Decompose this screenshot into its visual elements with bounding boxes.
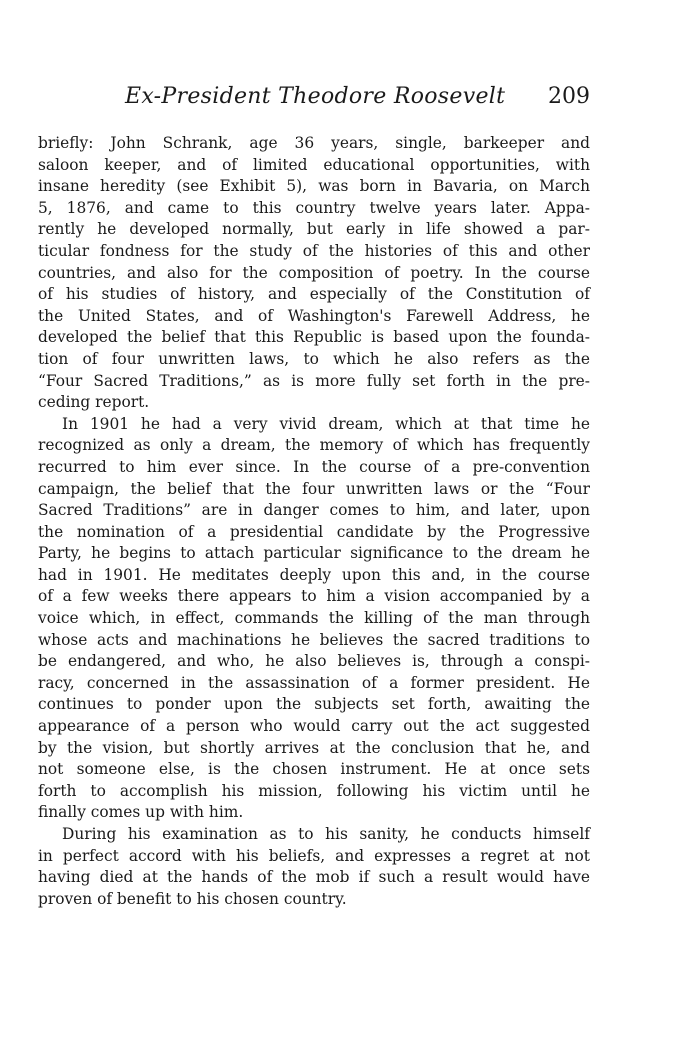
text-line: continues to ponder upon the subjects set forth, awaiting the bbox=[38, 695, 590, 714]
page-number: 209 bbox=[548, 84, 590, 109]
text-line: Party, he begins to attach particular significance to the dream he bbox=[38, 544, 590, 563]
paragraph-1 bbox=[38, 133, 590, 414]
text-line: 5, 1876, and came to this country twelve years later. Appa- bbox=[38, 198, 590, 217]
text-line: be endangered, and who, he also believes is, through a conspi- bbox=[38, 652, 590, 671]
running-head bbox=[125, 84, 590, 116]
text-line: countries, and also for the composition of poetry. In the course bbox=[38, 263, 590, 282]
text-line: the United States, and of Washington's Farewell Address, he bbox=[38, 306, 590, 325]
text-line: During his examination as to his sanity, he conducts himself bbox=[62, 825, 590, 843]
text-line: finally comes up with him. bbox=[38, 803, 244, 822]
text-line: had in 1901. He meditates deeply upon this and, in the course bbox=[38, 565, 590, 584]
text-line: “Four Sacred Traditions,” as is more fully set forth in the pre- bbox=[38, 371, 590, 390]
text-line: voice which, in effect, commands the killing of the man through bbox=[38, 609, 590, 628]
text-line: saloon keeper, and of limited educational opportunities, with bbox=[38, 155, 590, 174]
text-line: proven of benefit to his chosen country. bbox=[38, 889, 347, 908]
text-line: campaign, the belief that the four unwritten laws or the “Four bbox=[38, 479, 590, 498]
text-line: developed the belief that this Republic is based upon the founda- bbox=[38, 328, 590, 347]
text-line: ceding report. bbox=[38, 393, 150, 412]
text-line: rently he developed normally, but early in life showed a par- bbox=[38, 220, 590, 239]
text-line: ticular fondness for the study of the histories of this and other bbox=[38, 241, 590, 260]
text-line: not someone else, is the chosen instrument. He at once sets bbox=[38, 760, 590, 779]
text-line: in perfect accord with his beliefs, and expresses a regret at not bbox=[38, 846, 590, 865]
body-text bbox=[38, 133, 590, 910]
paragraph-2 bbox=[38, 414, 590, 824]
paragraph-3 bbox=[38, 824, 590, 910]
text-line: forth to accomplish his mission, following his victim until he bbox=[38, 781, 590, 800]
text-line: insane heredity (see Exhibit 5), was born in Bavaria, on March bbox=[38, 177, 590, 196]
text-line: of his studies of history, and especially of the Constitution of bbox=[38, 285, 590, 304]
text-line: recognized as only a dream, the memory of which has frequently bbox=[38, 436, 590, 455]
text-line: whose acts and machinations he believes the sacred traditions to bbox=[38, 630, 590, 649]
text-line: briefly: John Schrank, age 36 years, single, barkeeper and bbox=[38, 134, 590, 152]
text-line: the nomination of a presidential candidate by the Progressive bbox=[38, 522, 590, 541]
text-line: appearance of a person who would carry out the act suggested bbox=[38, 717, 590, 736]
text-line: In 1901 he had a very vivid dream, which at that time he bbox=[62, 414, 590, 433]
text-line: tion of four unwritten laws, to which he also refers as the bbox=[38, 349, 590, 368]
text-line: recurred to him ever since. In the course of a pre-convention bbox=[38, 457, 590, 476]
text-line: racy, concerned in the assassination of a former president. He bbox=[38, 673, 590, 692]
text-line: Sacred Traditions” are in danger comes to him, and later, upon bbox=[38, 501, 590, 520]
text-line: by the vision, but shortly arrives at the conclusion that he, and bbox=[38, 738, 590, 757]
text-line: having died at the hands of the mob if such a result would have bbox=[38, 868, 590, 887]
text-line: of a few weeks there appears to him a vision accompanied by a bbox=[38, 587, 590, 606]
running-title: Ex-President Theodore Roosevelt bbox=[125, 84, 506, 109]
